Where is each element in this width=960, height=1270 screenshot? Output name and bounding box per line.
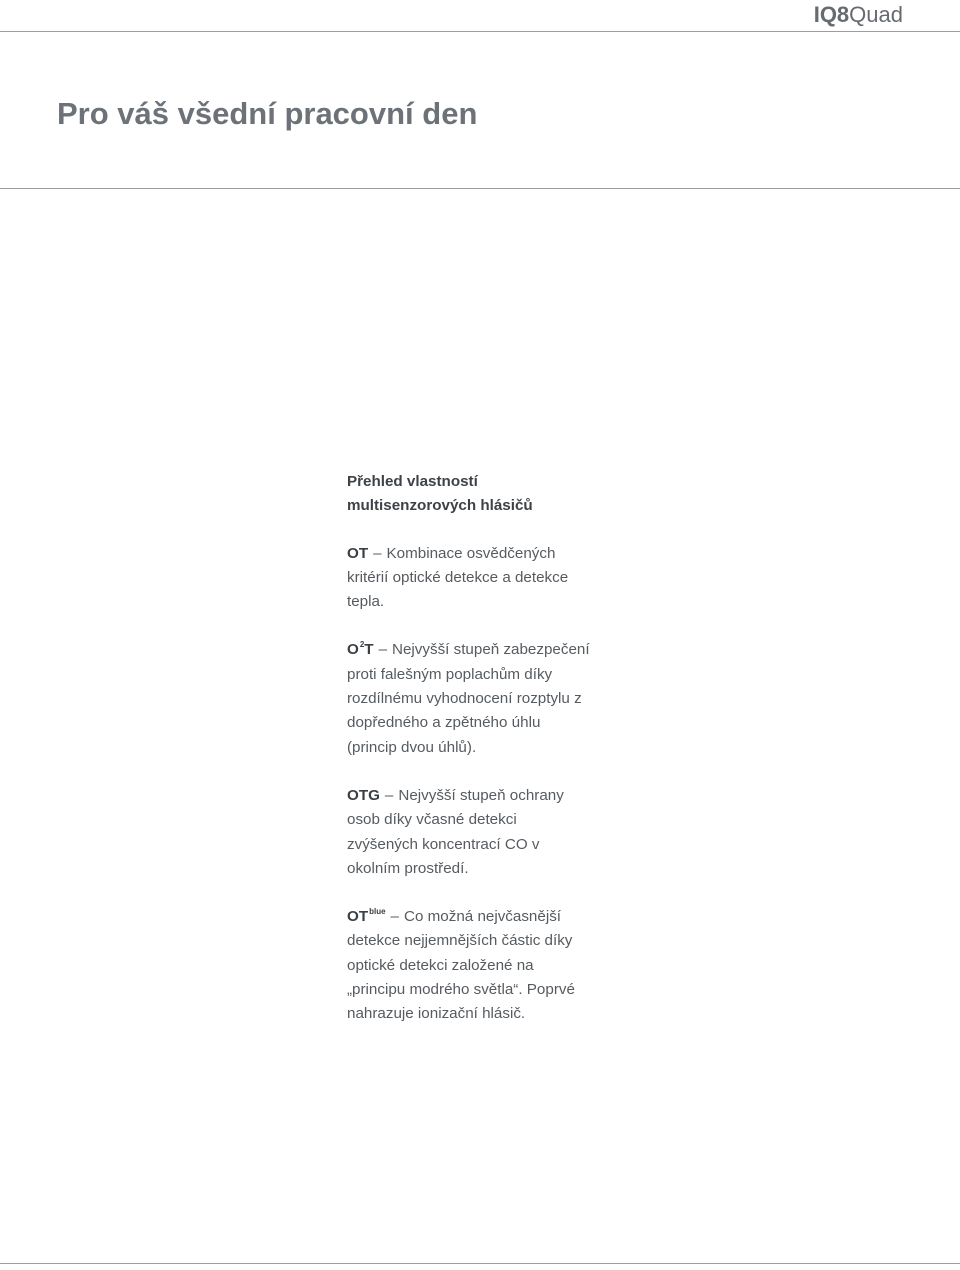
- feature-first-line: [347, 784, 637, 808]
- brand-logo-light: Quad: [849, 2, 903, 27]
- feature-code-superscript: 2: [359, 640, 365, 650]
- feature-text-line: optické detekci založené na: [347, 956, 534, 974]
- feature-code-suffix: T: [364, 641, 374, 659]
- feature-text: Nejvyšší stupeň ochrany: [398, 786, 564, 804]
- feature-text-line: osob díky včasné detekci: [347, 811, 517, 829]
- feature-code-superscript: blue: [369, 907, 386, 917]
- brand-logo: [814, 2, 903, 28]
- feature-text-line: „principu modrého světla“. Poprvé: [347, 981, 575, 999]
- overview-heading-line: multisenzorových hlásičů: [347, 497, 533, 515]
- feature-text-line: dopředného a zpětného úhlu: [347, 714, 541, 732]
- feature-separator: –: [390, 908, 399, 926]
- feature-code: [347, 641, 374, 658]
- feature-text: Co možná nejvčasnější: [404, 908, 562, 926]
- feature-text-line: okolním prostředí.: [347, 859, 469, 877]
- brand-logo-bold: IQ8: [813, 2, 850, 27]
- feature-separator: –: [384, 786, 394, 804]
- feature-text-line: zvýšených koncentrací CO v: [347, 835, 540, 853]
- header-divider: [0, 31, 960, 32]
- feature-overview: [347, 470, 637, 1051]
- feature-first-line: [347, 638, 637, 662]
- feature-code: [347, 908, 386, 925]
- feature-code: OT: [347, 544, 369, 562]
- feature-text-line: tepla.: [347, 593, 385, 611]
- feature-text: Nejvyšší stupeň zabezpečení: [392, 641, 590, 659]
- overview-heading: [347, 470, 637, 519]
- feature-code-main: OT: [347, 908, 369, 926]
- feature-text-line: detekce nejjemnějších částic díky: [347, 932, 573, 950]
- feature-code-main: O: [347, 641, 359, 659]
- feature-text-line: proti falešným poplachům díky: [347, 665, 553, 683]
- overview-heading-line: Přehled vlastností: [347, 473, 478, 490]
- footer-divider: [0, 1263, 960, 1264]
- feature-separator: –: [378, 641, 388, 659]
- feature-text-line: rozdílnému vyhodnocení rozptylu z: [347, 690, 582, 708]
- feature-ot: [347, 542, 637, 615]
- feature-o2t: [347, 638, 637, 759]
- feature-text-line: nahrazuje ionizační hlásič.: [347, 1005, 526, 1023]
- title-divider: [0, 188, 960, 189]
- feature-text: Kombinace osvědčených: [386, 544, 556, 562]
- feature-otg: [347, 784, 637, 881]
- feature-text-line: (princip dvou úhlů).: [347, 738, 477, 756]
- feature-first-line: [347, 542, 637, 566]
- page-title: Pro váš všední pracovní den: [57, 96, 478, 131]
- feature-ot-blue: [347, 905, 637, 1026]
- feature-first-line: [347, 905, 637, 929]
- feature-code: OTG: [347, 786, 380, 804]
- feature-separator: –: [373, 544, 382, 562]
- feature-text-line: kritérií optické detekce a detekce: [347, 568, 569, 586]
